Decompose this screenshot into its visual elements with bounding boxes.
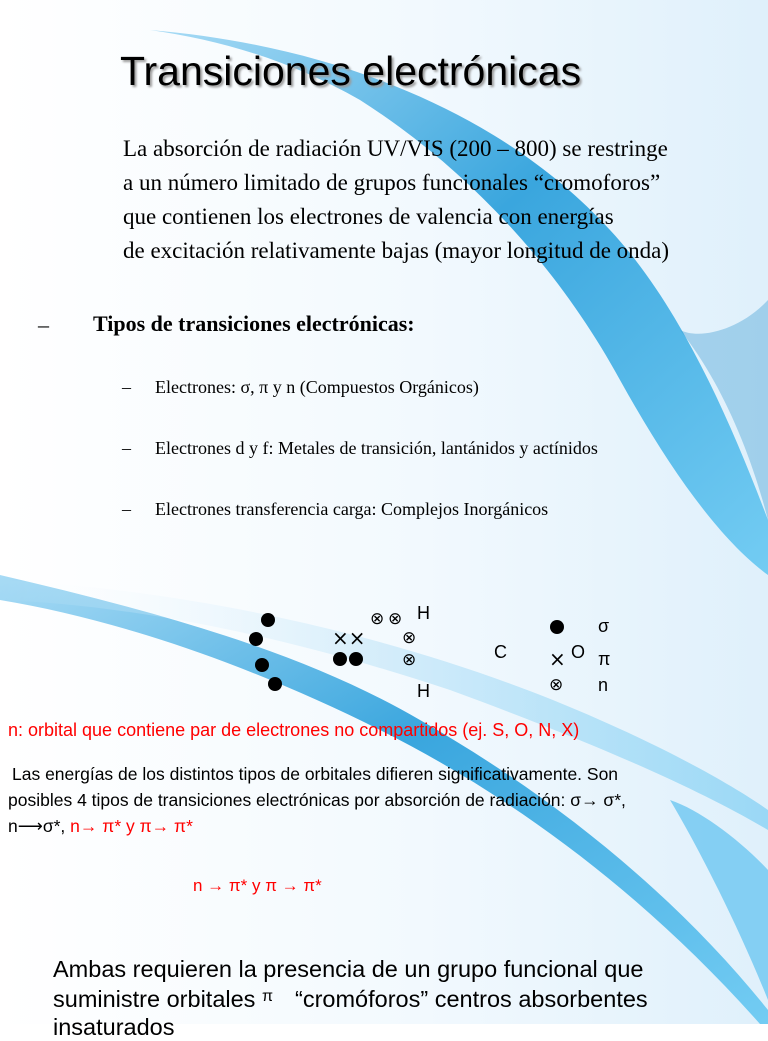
hydrogen-label-top: H [417,603,430,623]
sigma-label: σ [598,616,610,636]
highlight-transitions: n → π* y π → π* [193,876,322,895]
intro-line-3: que contienen los electrones de valencia con energías [123,204,614,229]
bullet-dash-3: – [122,499,131,519]
n-label: n [598,675,609,695]
bullet-1: Electrones: σ, π y n (Compuestos Orgánicos) [155,377,479,397]
bullet-dash-2: – [122,438,131,458]
electron-dot [249,632,263,646]
closing-text-a: suministre orbitales [53,986,262,1012]
closing-line-3: insaturados [53,1014,175,1040]
otimes-symbol: ⊗ [549,675,564,694]
intro-line-2: a un número limitado de grupos funcionales “cromoforos” [123,170,661,195]
transition-n-sigma: n⟶σ*, [8,816,71,836]
electron-cross: × [549,647,566,671]
otimes-symbol: ⊗ [402,628,417,647]
bullet-dash-1: – [122,377,131,397]
energy-paragraph-line-3 [8,816,193,837]
bullet-2: Electrones d y f: Metales de transición, lantánidos y actínidos [155,438,598,458]
otimes-symbol: ⊗ [388,609,403,628]
electron-dot [333,652,347,666]
closing-line-2 [53,986,648,1013]
bullet-3: Electrones transferencia carga: Complejos Inorgánicos [155,499,549,519]
energy-paragraph-line-1: Las energías de los distintos tipos de orbitales difieren significativamente. Son [12,764,619,784]
intro-line-4: de excitación relativamente bajas (mayor longitud de onda) [123,238,670,263]
section-heading: Tipos de transiciones electrónicas: [93,311,415,336]
transition-n-pi-and-pi-pi: n→ π* y π→ π* [70,816,193,836]
closing-line-1: Ambas requieren la presencia de un grupo funcional que [53,956,644,982]
slide-title: Transiciones electrónicas [120,48,582,94]
electron-dot [255,658,269,672]
electron-cross-pair: ×× [332,626,366,650]
otimes-symbol: ⊗ [402,650,417,669]
closing-pi-symbol: π [261,988,274,1005]
hydrogen-label-bottom: H [417,681,430,701]
intro-line-1: La absorción de radiación UV/VIS (200 – 800) se restringe [123,136,668,161]
pi-label: π [598,649,611,669]
section-dash: – [38,312,49,337]
electron-dot [550,620,564,634]
electron-dot [268,677,282,691]
electron-dot [349,652,363,666]
otimes-symbol: ⊗ [370,609,385,628]
n-orbital-definition: n: orbital que contiene par de electrones no compartidos (ej. S, O, N, X) [8,720,580,740]
electron-dot [261,613,275,627]
closing-text-b: “cromóforos” centros absorbentes [295,986,648,1012]
carbon-label: C [494,642,507,662]
oxygen-label: O [571,642,586,662]
energy-paragraph-line-2: posibles 4 tipos de transiciones electrónicas por absorción de radiación: σ→ σ*, [8,790,626,810]
